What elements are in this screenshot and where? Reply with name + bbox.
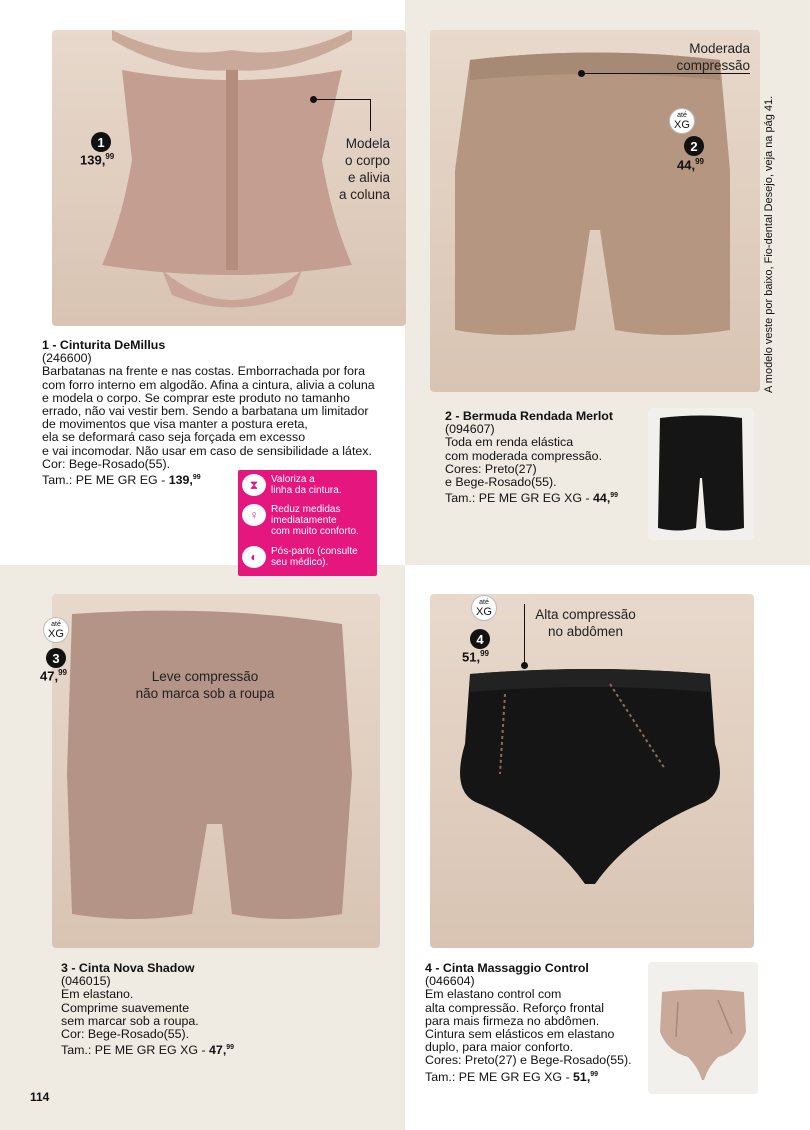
product-3-code: (046015) [61, 974, 111, 989]
product-2-code: (094607) [445, 422, 495, 437]
callout-4-text: Alta compressão no abdômen [535, 607, 636, 639]
product-1-price: 139,99 [80, 152, 115, 168]
product-3-description: 3 - Cinta Nova Shadow (046015) Em elastano. Comprime suavemente sem marcar sob a roupa. Cor: Bege-Rosado(55). Tam.: PE ME GR EG XG - 47,99 [61, 962, 311, 1058]
vertical-note: A modelo veste por baixo, Fio-dental Desejo, veja na pág 41. [763, 95, 775, 393]
benefits-box [238, 470, 377, 576]
callout-4-line [524, 604, 525, 664]
waist-icon: ⧗ [242, 474, 266, 496]
callout-1-line [314, 99, 371, 100]
product-2-sizes: Tam.: PE ME GR EG XG - 44,99 [445, 491, 619, 506]
product-1-code: (246600) [42, 351, 92, 366]
benefit-2: ♀ Reduz medidas imediatamente com muito conforto. [242, 504, 359, 537]
product-1-number-badge: 1 [91, 132, 111, 152]
product-4-size-badge: até XG [471, 595, 497, 621]
product-4-number-badge: 4 [470, 629, 490, 649]
callout-2-text: Moderada compressão [676, 41, 750, 73]
product-4-code: (046604) [425, 974, 475, 989]
product-4-description: 4 - Cinta Massaggio Control (046604) Em elastano control com alta compressão. Reforço frontal para mais firmeza no abdômen. Cintura sem elásticos em elastano duplo, para maior conforto. Cores: Preto(27) e Bege-Rosado(55). Tam.: PE ME GR EG XG - 51,99 [425, 962, 645, 1084]
callout-3-text: Leve compressão não marca sob a roupa [135, 669, 275, 701]
product-2-title: 2 - Bermuda Rendada Merlot [445, 409, 613, 423]
product-1-sizes: Tam.: PE ME GR EG - 139,99 [42, 473, 201, 488]
product-2-price: 44,99 [677, 157, 704, 173]
bermuda-illustration [430, 30, 760, 392]
product-3-size-badge: até XG [43, 617, 69, 643]
callout-4-dot [521, 662, 528, 669]
product-4-thumbnail [648, 962, 758, 1094]
product-3-price: 47,99 [40, 668, 67, 684]
callout-2-line [582, 73, 750, 74]
pregnancy-icon: ◐ [242, 546, 266, 568]
page-number: 114 [30, 1090, 50, 1104]
product-2-thumbnail [648, 408, 754, 540]
product-3-photo [52, 594, 380, 948]
benefit-1: ⧗ Valoriza a linha da cintura. [242, 474, 342, 496]
callout-1-line-vertical [370, 99, 371, 131]
product-1-description: 1 - Cinturita DeMillus (246600) Barbatanas na frente e nas costas. Emborrachada por fora com forro interno em algodão. Afina a cintura, alivia a coluna e modela o corpo. Se comprar este produto no tamanho errado, não vai vestir bem. Sendo a barbatana um limitador de movimentos que visa manter a postura ereta, ela se deformará caso seja forçada em excesso e vai incomodar. Não usar em caso de sensibilidade a látex. Cor: Bege-Rosado(55). Tam.: PE ME GR EG - 139,99 [42, 339, 412, 487]
product-2-photo [430, 30, 760, 392]
cinta-shadow-illustration [52, 594, 380, 948]
callout-1-text: Modela o corpo e alivia a coluna [338, 136, 390, 202]
product-3-title: 3 - Cinta Nova Shadow [61, 961, 195, 975]
product-4-title: 4 - Cinta Massaggio Control [425, 961, 589, 975]
product-4-price: 51,99 [462, 649, 489, 665]
body-icon: ♀ [242, 504, 266, 526]
product-3-sizes: Tam.: PE ME GR EG XG - 47,99 [61, 1043, 235, 1058]
product-2-number-badge: 2 [684, 136, 704, 156]
product-2-size-badge: até XG [669, 108, 695, 134]
product-1-title: 1 - Cinturita DeMillus [42, 338, 166, 352]
product-4-sizes: Tam.: PE ME GR EG XG - 51,99 [425, 1069, 599, 1084]
benefit-3: ◐ Pós-parto (consulte seu médico). [242, 546, 358, 568]
product-3-number-badge: 3 [46, 648, 66, 668]
product-2-description: 2 - Bermuda Rendada Merlot (094607) Toda em renda elástica com moderada compressão. Cores: Preto(27) e Bege-Rosado(55). Tam.: PE ME GR EG XG - 44,99 [445, 410, 645, 506]
